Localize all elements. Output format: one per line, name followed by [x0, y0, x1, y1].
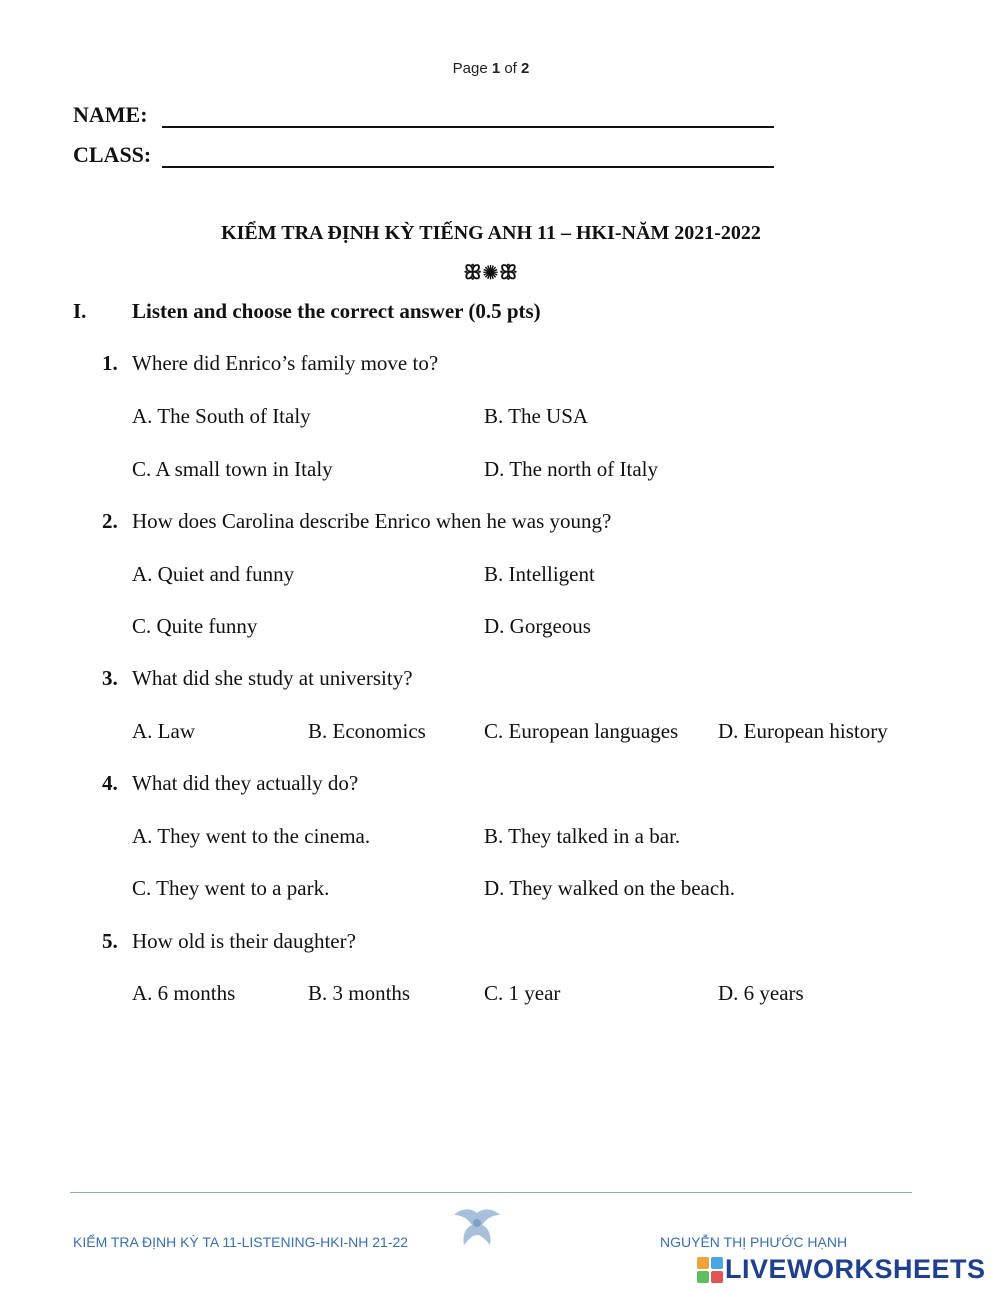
liveworksheets-wordmark: LIVEWORKSHEETS: [725, 1254, 986, 1284]
answer-option[interactable]: C. 1 year: [484, 981, 561, 1005]
name-line: [162, 126, 774, 128]
section-title: Listen and choose the correct answer (0.5 pts): [132, 299, 541, 323]
answer-option[interactable]: A. 6 months: [132, 981, 236, 1005]
answer-option[interactable]: C. They went to a park.: [132, 876, 330, 900]
answer-option[interactable]: D. 6 years: [718, 981, 804, 1005]
footer-ornament-icon: [452, 1205, 502, 1250]
question-number: 5.: [102, 929, 118, 953]
answer-option[interactable]: C. European languages: [484, 719, 679, 743]
answer-option[interactable]: B. The USA: [484, 404, 589, 428]
footer-author: NGUYỄN THỊ PHƯỚC HẠNH: [660, 1234, 848, 1250]
answer-option[interactable]: B. 3 months: [308, 981, 411, 1005]
answer-option[interactable]: B. Intelligent: [484, 562, 595, 586]
answer-option[interactable]: C. Quite funny: [132, 614, 258, 638]
question-number: 4.: [102, 771, 118, 795]
question-text: Where did Enrico’s family move to?: [132, 351, 439, 375]
title-ornament: ꕥ✺ꕥ: [463, 262, 519, 284]
question-text: What did they actually do?: [132, 771, 359, 795]
answer-option[interactable]: A. The South of Italy: [132, 404, 311, 428]
question-number: 3.: [102, 666, 118, 690]
answer-option[interactable]: D. They walked on the beach.: [484, 876, 735, 900]
question-text: How does Carolina describe Enrico when he was young?: [132, 509, 612, 533]
page-number: Page 1 of 2: [452, 60, 530, 77]
answer-option[interactable]: A. They went to the cinema.: [132, 824, 371, 848]
class-label: CLASS:: [73, 142, 152, 167]
answer-option[interactable]: D. European history: [718, 719, 888, 743]
footer-divider: [70, 1192, 912, 1193]
section-number: I.: [73, 299, 87, 323]
answer-option[interactable]: D. The north of Italy: [484, 457, 658, 481]
answer-option[interactable]: C. A small town in Italy: [132, 457, 333, 481]
exam-title: KIỂM TRA ĐỊNH KỲ TIẾNG ANH 11 – HKI-NĂM 2021-2022: [221, 222, 761, 244]
name-label: NAME:: [73, 102, 148, 127]
footer-exam-label: KIỂM TRA ĐỊNH KỲ TA 11-LISTENING-HKI-NH 21-22: [73, 1234, 409, 1250]
answer-option[interactable]: A. Quiet and funny: [132, 562, 295, 586]
question-text: What did she study at university?: [132, 666, 413, 690]
answer-option[interactable]: A. Law: [132, 719, 195, 743]
answer-option[interactable]: B. Economics: [308, 719, 426, 743]
class-line: [162, 166, 774, 168]
answer-option[interactable]: B. They talked in a bar.: [484, 824, 681, 848]
liveworksheets-logo-icon: [697, 1257, 723, 1283]
question-number: 1.: [102, 351, 118, 375]
answer-option[interactable]: D. Gorgeous: [484, 614, 591, 638]
question-number: 2.: [102, 509, 118, 533]
question-text: How old is their daughter?: [132, 929, 356, 953]
